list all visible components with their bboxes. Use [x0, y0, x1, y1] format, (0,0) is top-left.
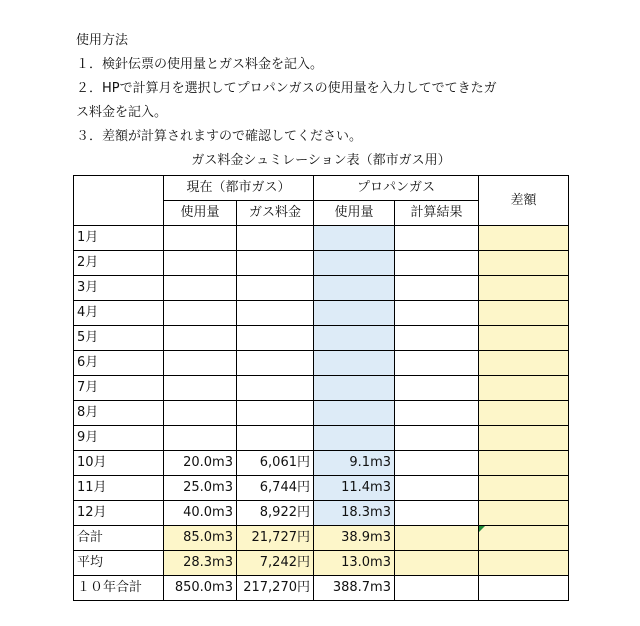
fee-cell[interactable]: [237, 276, 314, 301]
row-label[interactable]: 8月: [74, 401, 164, 426]
fee-cell[interactable]: [237, 226, 314, 251]
diff-cell[interactable]: [479, 276, 569, 301]
header-row-1: [74, 176, 569, 201]
row-label[interactable]: 6月: [74, 351, 164, 376]
diff-cell[interactable]: [479, 476, 569, 501]
calc-result-cell[interactable]: [395, 476, 479, 501]
row-label[interactable]: 4月: [74, 301, 164, 326]
usage-cell[interactable]: [164, 376, 237, 401]
propane-usage-cell[interactable]: 18.3m3: [314, 501, 395, 526]
usage-cell[interactable]: [164, 226, 237, 251]
row-label[interactable]: 7月: [74, 376, 164, 401]
row-label[interactable]: 9月: [74, 426, 164, 451]
diff-cell[interactable]: [479, 251, 569, 276]
calc-result-cell[interactable]: [395, 326, 479, 351]
usage-cell[interactable]: [164, 301, 237, 326]
table-row: [74, 326, 569, 351]
cell-indicator-icon: [479, 526, 485, 532]
diff-cell[interactable]: [479, 576, 569, 601]
fee-cell[interactable]: 7,242円: [237, 551, 314, 576]
simulation-table: [73, 175, 569, 601]
usage-cell[interactable]: [164, 326, 237, 351]
table-row: [74, 301, 569, 326]
table-row: [74, 351, 569, 376]
calc-result-cell[interactable]: [395, 226, 479, 251]
usage-cell[interactable]: [164, 351, 237, 376]
header-propane-usage[interactable]: 使用量: [314, 201, 395, 226]
row-label[interactable]: 5月: [74, 326, 164, 351]
usage-cell[interactable]: [164, 426, 237, 451]
fee-cell[interactable]: 6,061円: [237, 451, 314, 476]
fee-cell[interactable]: [237, 326, 314, 351]
usage-cell[interactable]: 850.0m3: [164, 576, 237, 601]
propane-usage-cell[interactable]: [314, 251, 395, 276]
calc-result-cell[interactable]: [395, 251, 479, 276]
usage-cell[interactable]: [164, 276, 237, 301]
header-fee[interactable]: ガス料金: [237, 201, 314, 226]
usage-cell[interactable]: 20.0m3: [164, 451, 237, 476]
fee-cell[interactable]: 217,270円: [237, 576, 314, 601]
diff-cell[interactable]: [479, 551, 569, 576]
propane-usage-cell[interactable]: 9.1m3: [314, 451, 395, 476]
table-row: [74, 226, 569, 251]
propane-usage-cell[interactable]: 11.4m3: [314, 476, 395, 501]
propane-usage-cell[interactable]: [314, 351, 395, 376]
usage-cell[interactable]: 28.3m3: [164, 551, 237, 576]
diff-cell[interactable]: [479, 526, 569, 551]
calc-result-cell[interactable]: [395, 426, 479, 451]
fee-cell[interactable]: 8,922円: [237, 501, 314, 526]
propane-usage-cell[interactable]: [314, 426, 395, 451]
table-row: [74, 426, 569, 451]
propane-usage-cell[interactable]: [314, 401, 395, 426]
calc-result-cell[interactable]: [395, 376, 479, 401]
propane-usage-cell[interactable]: [314, 301, 395, 326]
fee-cell[interactable]: [237, 426, 314, 451]
calc-result-cell[interactable]: [395, 276, 479, 301]
propane-usage-cell[interactable]: [314, 376, 395, 401]
average-row: [74, 551, 569, 576]
calc-result-cell[interactable]: [395, 526, 479, 551]
calc-result-cell[interactable]: [395, 501, 479, 526]
diff-cell[interactable]: [479, 226, 569, 251]
calc-result-cell[interactable]: [395, 401, 479, 426]
fee-cell[interactable]: [237, 376, 314, 401]
propane-usage-cell[interactable]: [314, 326, 395, 351]
fee-cell[interactable]: [237, 351, 314, 376]
table-row: [74, 251, 569, 276]
row-label[interactable]: 平均: [74, 551, 164, 576]
usage-cell[interactable]: 85.0m3: [164, 526, 237, 551]
instruction-step-1: １．検針伝票の使用量とガス料金を記入。: [76, 57, 324, 72]
instruction-step-2b: ス料金を記入。: [76, 105, 168, 120]
diff-cell[interactable]: [479, 301, 569, 326]
header-calc-result[interactable]: 計算結果: [395, 201, 479, 226]
row-label[interactable]: 2月: [74, 251, 164, 276]
table-row: [74, 476, 569, 501]
header-diff[interactable]: 差額: [479, 176, 569, 226]
row-label[interactable]: 10月: [74, 451, 164, 476]
calc-result-cell[interactable]: [395, 551, 479, 576]
ten-year-total-row: [74, 576, 569, 601]
diff-cell[interactable]: [479, 501, 569, 526]
fee-cell[interactable]: [237, 301, 314, 326]
calc-result-cell[interactable]: [395, 301, 479, 326]
row-label[interactable]: 3月: [74, 276, 164, 301]
diff-cell[interactable]: [479, 351, 569, 376]
row-label[interactable]: 1月: [74, 226, 164, 251]
instruction-heading: 使用方法: [76, 33, 129, 48]
diff-cell[interactable]: [479, 376, 569, 401]
instruction-step-2a: ２．HPで計算月を選択してプロパンガスの使用量を入力してでてきたガ: [76, 81, 497, 96]
row-label[interactable]: 合計: [74, 526, 164, 551]
table-row: [74, 401, 569, 426]
corner-cell[interactable]: [74, 176, 164, 226]
diff-cell[interactable]: [479, 401, 569, 426]
propane-usage-cell[interactable]: 38.9m3: [314, 526, 395, 551]
table-title: ガス料金シュミレーション表（都市ガス用）: [191, 153, 451, 168]
table-row: [74, 451, 569, 476]
table-row: [74, 276, 569, 301]
fee-cell[interactable]: 6,744円: [237, 476, 314, 501]
diff-cell[interactable]: [479, 426, 569, 451]
diff-cell[interactable]: [479, 451, 569, 476]
table-row: [74, 501, 569, 526]
row-label[interactable]: 11月: [74, 476, 164, 501]
diff-cell[interactable]: [479, 326, 569, 351]
group-header-propane[interactable]: プロパンガス: [314, 176, 479, 201]
table-row: [74, 376, 569, 401]
propane-usage-cell[interactable]: 13.0m3: [314, 551, 395, 576]
fee-cell[interactable]: [237, 401, 314, 426]
propane-usage-cell[interactable]: 388.7m3: [314, 576, 395, 601]
calc-result-cell[interactable]: [395, 351, 479, 376]
usage-cell[interactable]: 40.0m3: [164, 501, 237, 526]
header-usage[interactable]: 使用量: [164, 201, 237, 226]
usage-cell[interactable]: 25.0m3: [164, 476, 237, 501]
row-label[interactable]: 12月: [74, 501, 164, 526]
total-row: [74, 526, 569, 551]
fee-cell[interactable]: 21,727円: [237, 526, 314, 551]
group-header-current[interactable]: 現在（都市ガス）: [164, 176, 314, 201]
instruction-step-3: ３．差額が計算されますので確認してください。: [76, 129, 363, 144]
row-label[interactable]: １０年合計: [74, 576, 164, 601]
propane-usage-cell[interactable]: [314, 276, 395, 301]
calc-result-cell[interactable]: [395, 451, 479, 476]
usage-cell[interactable]: [164, 251, 237, 276]
fee-cell[interactable]: [237, 251, 314, 276]
calc-result-cell[interactable]: [395, 576, 479, 601]
propane-usage-cell[interactable]: [314, 226, 395, 251]
usage-cell[interactable]: [164, 401, 237, 426]
